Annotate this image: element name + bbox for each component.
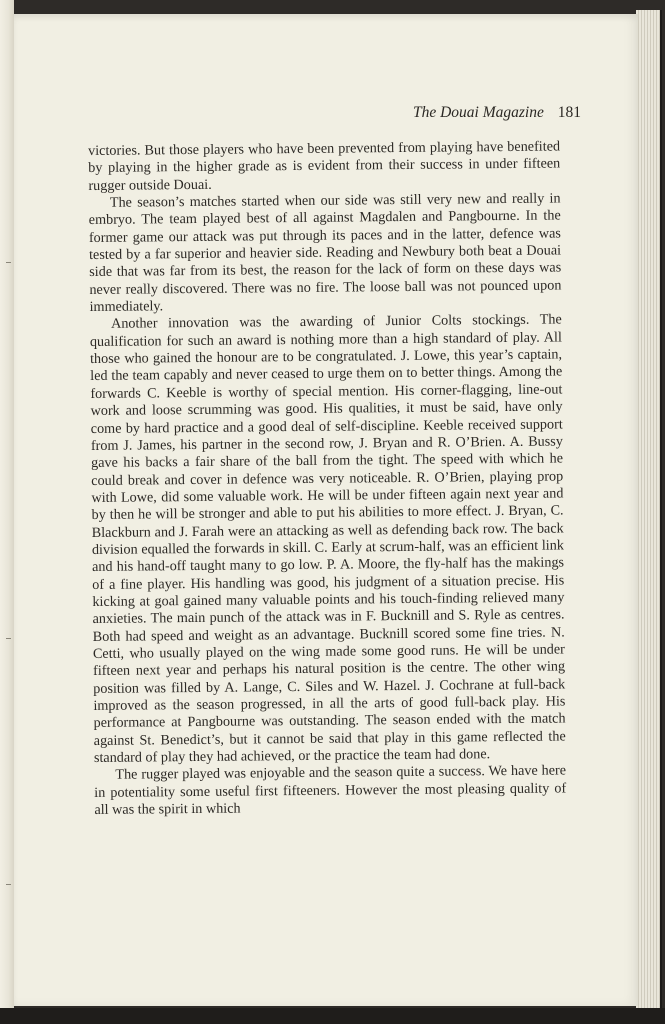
paragraph-conclusion: The rugger played was enjoyable and the season quite a success. We have here in potentiality some useful first fifteeners. However the most pleasing quality of all was the spirit in which (94, 762, 567, 819)
paragraph-continuation: victories. But those players who have been prevented from playing have benefited by playing in the higher grade as is evident from their success in under fifteen rugger outside Douai. (88, 138, 561, 194)
article-body (88, 138, 566, 819)
paragraph-season-matches: The season’s matches started when our side was still very new and really in embryo. The team played best of all against Magdalen and Pangbourne. In the former game our attack was put through its paces and in the latter, defence was tested by a far superior and heavier side. Reading and Newbury both beat a Douai side that was far from its best, the reason for the lack of form on these days was never really discovered. There was no fire. The loose ball was not pounced upon immediately. (88, 190, 562, 316)
margin-tick (6, 884, 11, 885)
margin-tick (6, 638, 11, 639)
page-stack-edge (636, 10, 662, 1010)
running-header (413, 104, 581, 122)
margin-tick (6, 262, 11, 263)
paragraph-junior-colts: Another innovation was the awarding of Junior Colts stockings. The qualification for such an award is nothing more than a high standard of play. All those who gained the honour are to be congratulated. J. Lowe, this year’s captain, led the team capably and never ceased to urge them on to better things. Among the forwards C. Keeble is worthy of special mention. His corner-flagging, line-out work and loose scrumming was good. His qualities, it must be said, have only come by hard practice and a good deal of self-discipline. Keeble received support from J. James, his partner in the second row, J. Bryan and R. O’Brien. A. Bussy gave his backs a fair share of the ball from the tight. The speed with which he could break and cover in defence was very noticeable. R. O’Brien, playing prop with Lowe, did some valuable work. He will be under fifteen again next year and by then he will be stronger and able to put his abilities to more effect. J. Bryan, C. Blackburn and J. Farah were an attacking as well as defending back row. The back division equalled the forwards in skill. C. Early at scrum-half, was an efficient link and his hand-off taught many to go low. P. A. Moore, the fly-half has the makings of a fine player. His handling was good, his judgment of a situation precise. His kicking at goal gained many valuable points and his touch-finding relieved many anxieties. The main punch of the attack was in F. Bucknill and S. Ryle as centres. Both had speed and weight as an advantage. Bucknill scored some fine tries. N. Cetti, who usually played on the wing made some good runs. He will be under fifteen next year and perhaps his natural position is the centre. The other wing position was filled by A. Lange, C. Siles and W. Hazel. J. Cochrane at full-back improved as the season progressed, in all the arts of good full-back play. His performance at Pangbourne was outstanding. The season ended with the match against St. Benedict’s, but it cannot be said that play in this game reflected the standard of play they had achieved, or the practice the team had done. (89, 311, 566, 767)
book-cover-edge (0, 1008, 665, 1024)
page-number: 181 (557, 104, 581, 121)
facing-page-edge (0, 0, 14, 1024)
journal-title: The Douai Magazine (412, 104, 544, 121)
